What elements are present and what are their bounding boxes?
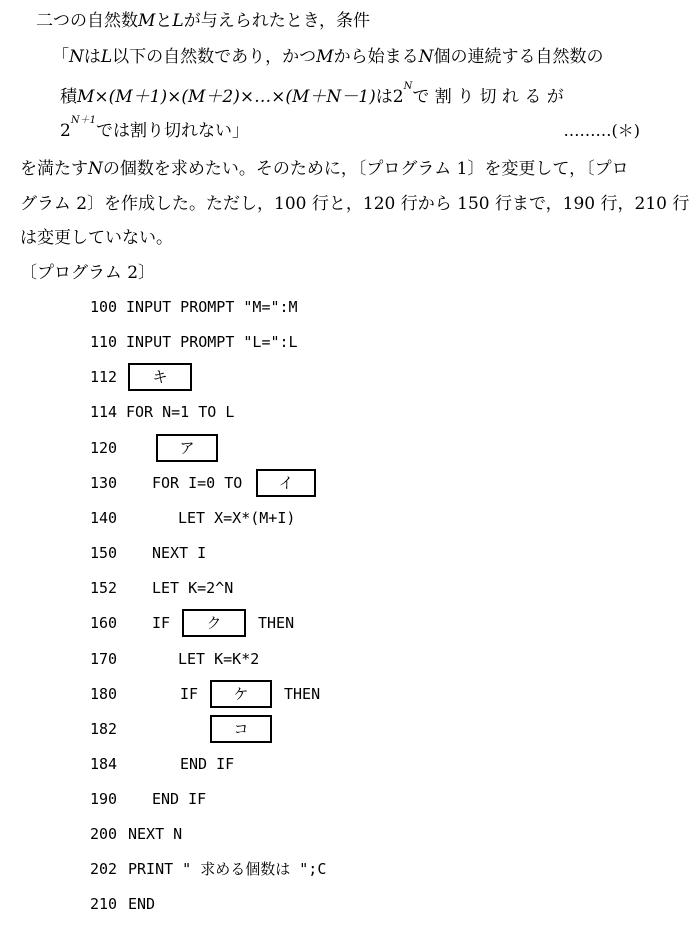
line-number: 110: [90, 333, 118, 351]
variable-m: M: [138, 11, 156, 31]
text: 以下の自然数であり，かつ: [112, 47, 317, 67]
line-number: 112: [90, 368, 118, 386]
body-line-3: は変更していない。: [20, 228, 173, 248]
line-number: 120: [90, 439, 118, 457]
power-exponent: N: [403, 81, 413, 93]
power-base: 2: [60, 121, 71, 141]
statement: FOR I=0 TO: [152, 474, 243, 492]
statement: END IF: [180, 755, 235, 773]
line-number: 140: [90, 509, 118, 527]
statement: LET K=K*2: [178, 650, 260, 668]
text: から始まる: [333, 47, 419, 67]
condition-line-3: [60, 115, 700, 142]
variable-n: N: [69, 47, 84, 67]
statement: NEXT N: [128, 825, 183, 843]
statement: FOR N=1 TO L: [126, 403, 235, 421]
condition-marker: ………(＊): [563, 121, 640, 140]
text: 個の連続する自然数の: [433, 47, 604, 67]
blank-box-ke: ケ: [210, 680, 272, 708]
line-number: 180: [90, 685, 118, 703]
line-number: 160: [90, 614, 118, 632]
statement: THEN: [258, 614, 295, 632]
intro-line-1: [36, 10, 370, 32]
text: では割り切れない」: [95, 121, 249, 141]
text: 積: [60, 87, 77, 107]
variable-l: L: [100, 47, 113, 67]
line-number: 150: [90, 544, 118, 562]
condition-line-1: [52, 46, 603, 68]
line-number: 100: [90, 298, 118, 316]
statement: PRINT " 求める個数は ";C: [128, 860, 327, 878]
program-title: 〔プログラム 2〕: [20, 263, 156, 283]
statement: THEN: [284, 685, 321, 703]
variable-l: L: [172, 11, 184, 31]
text: と: [155, 11, 173, 31]
blank-box-ku: ク: [182, 609, 246, 637]
text: 二つの自然数: [36, 11, 138, 31]
statement: END: [128, 895, 156, 913]
statement: LET K=2^N: [152, 579, 234, 597]
line-number: 152: [90, 579, 118, 597]
variable-n: N: [88, 159, 103, 179]
text: の個数を求めたい。そのために，〔プログラム 1〕を変更して，〔プロ: [102, 159, 629, 179]
statement: LET X=X*(M+I): [178, 509, 296, 527]
condition-line-2: [60, 81, 564, 108]
line-number: 170: [90, 650, 118, 668]
blank-box-ko: コ: [210, 715, 272, 743]
body-line-1: [20, 158, 629, 180]
variable-m: M: [316, 47, 334, 67]
power-base: 2: [392, 87, 404, 107]
blank-box-i: イ: [256, 469, 316, 497]
line-number: 200: [90, 825, 118, 843]
statement: NEXT I: [152, 544, 207, 562]
text: を満たす: [20, 159, 88, 179]
line-number: 182: [90, 720, 118, 738]
blank-box-a: ア: [156, 434, 218, 462]
text: は: [375, 87, 393, 107]
line-number: 190: [90, 790, 118, 808]
text: は: [83, 47, 101, 67]
statement: IF: [180, 685, 199, 703]
line-number: 114: [90, 403, 118, 421]
line-number: 210: [90, 895, 118, 913]
blank-box-ki: キ: [128, 363, 192, 391]
statement: INPUT PROMPT "M=":M: [126, 298, 298, 316]
text: で 割 り 切 れ る が: [412, 87, 564, 107]
text: が与えられたとき，条件: [183, 11, 371, 31]
statement: END IF: [152, 790, 207, 808]
variable-n: N: [418, 47, 434, 67]
statement: IF: [152, 614, 171, 632]
line-number: 130: [90, 474, 118, 492]
line-number: 202: [90, 860, 118, 878]
text: 「: [52, 47, 69, 67]
product-expression: M×(M＋1)×(M＋2)×…×(M＋N－1): [77, 87, 376, 107]
body-line-2: グラム 2〕を作成した。ただし，100 行と，120 行から 150 行まで，190 行，210 行: [20, 194, 690, 214]
power-exponent: N＋1: [70, 115, 96, 127]
line-number: 184: [90, 755, 118, 773]
statement: INPUT PROMPT "L=":L: [126, 333, 298, 351]
